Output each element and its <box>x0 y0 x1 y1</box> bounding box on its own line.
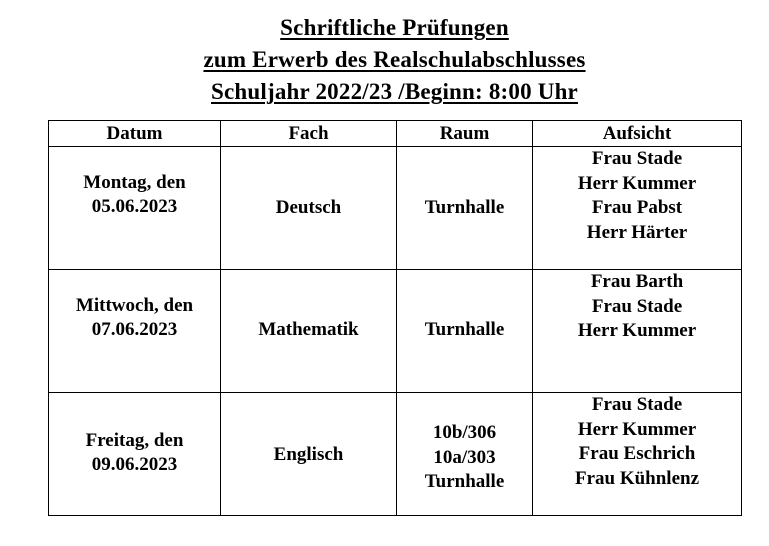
supervisor-cell <box>533 393 742 516</box>
room-value: Turnhalle <box>424 319 505 340</box>
subject-cell <box>221 270 397 393</box>
table-row <box>49 147 742 270</box>
room-value: 10b/306 <box>432 422 497 444</box>
supervisor-name: Frau Stade <box>591 394 683 415</box>
date-value: 09.06.2023 <box>91 454 178 475</box>
table-row <box>49 393 742 516</box>
supervisor-cell <box>533 147 742 270</box>
supervisor-name: Frau Stade <box>591 295 683 317</box>
table-row <box>49 270 742 393</box>
room-cell <box>397 393 533 516</box>
date-cell <box>49 147 221 270</box>
supervisor-name: Herr Kummer <box>577 320 697 341</box>
supervisor-name: Herr Kummer <box>577 418 697 440</box>
date-value: 05.06.2023 <box>91 196 178 217</box>
supervisor-name: Frau Eschrich <box>578 443 696 464</box>
room-cell <box>397 147 533 270</box>
date-weekday: Mittwoch, den <box>75 294 194 316</box>
subject-cell <box>221 393 397 516</box>
supervisor-name: Herr Kummer <box>577 172 697 194</box>
header-supervision: Aufsicht <box>533 121 742 147</box>
subject-value: Deutsch <box>275 196 342 218</box>
room-value: Turnhalle <box>424 196 505 218</box>
room-cell <box>397 270 533 393</box>
date-value: 07.06.2023 <box>91 319 178 340</box>
date-weekday: Freitag, den <box>85 429 184 451</box>
supervisor-name: Frau Kühnlenz <box>574 467 700 489</box>
subject-value: Mathematik <box>258 319 359 340</box>
exam-schedule-table <box>48 120 742 516</box>
room-value: Turnhalle <box>424 471 505 493</box>
room-value: 10a/303 <box>433 446 496 468</box>
title-line-1: Schriftliche Prüfungen <box>280 15 509 40</box>
table-header-row <box>49 121 742 147</box>
document-title <box>0 12 769 108</box>
header-date: Datum <box>49 121 221 147</box>
supervisor-name: Frau Pabst <box>591 197 683 218</box>
header-room: Raum <box>397 121 533 147</box>
subject-value: Englisch <box>273 443 344 465</box>
title-line-3: Schuljahr 2022/23 /Beginn: 8:00 Uhr <box>211 79 578 104</box>
subject-cell <box>221 147 397 270</box>
supervisor-cell <box>533 270 742 393</box>
date-weekday: Montag, den <box>83 171 186 193</box>
supervisor-name: Herr Härter <box>586 221 688 243</box>
date-cell <box>49 270 221 393</box>
title-line-2: zum Erwerb des Realschulabschlusses <box>203 47 586 72</box>
supervisor-name: Frau Stade <box>591 148 683 169</box>
supervisor-name: Frau Barth <box>590 271 684 292</box>
date-cell <box>49 393 221 516</box>
header-subject: Fach <box>221 121 397 147</box>
